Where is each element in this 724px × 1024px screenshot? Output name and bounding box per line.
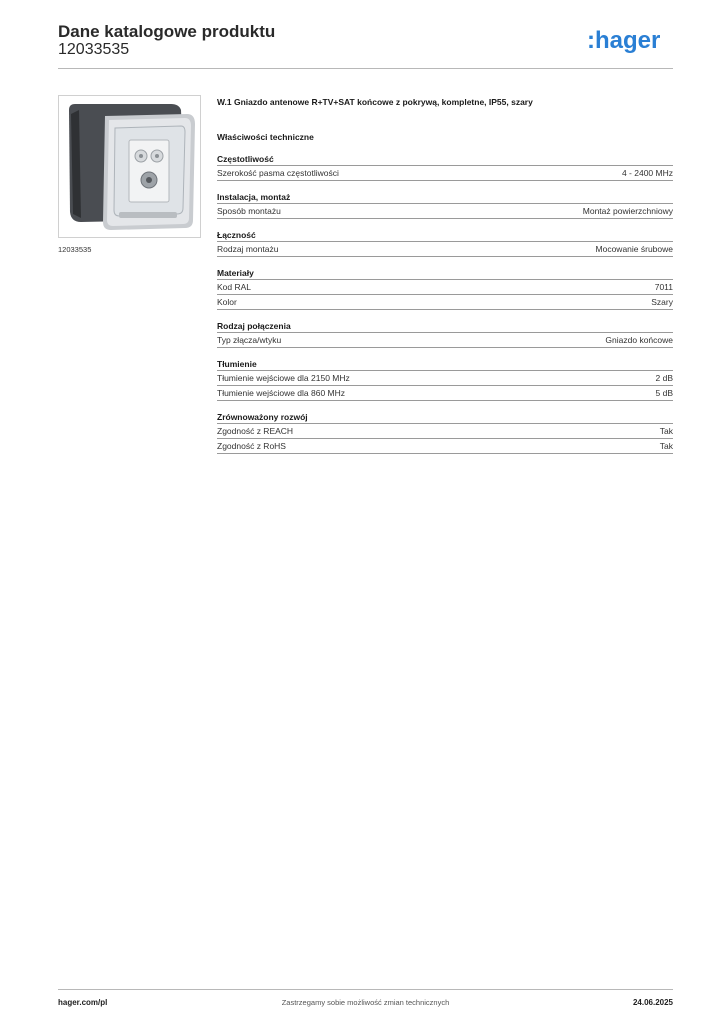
spec-group xyxy=(217,153,673,181)
spec-row xyxy=(217,439,673,454)
spec-value: Tak xyxy=(659,426,673,436)
spec-row xyxy=(217,242,673,257)
spec-group-title: Materiały xyxy=(217,267,673,280)
spec-group xyxy=(217,229,673,257)
spec-group-title: Rodzaj połączenia xyxy=(217,320,673,333)
spec-value: 5 dB xyxy=(655,388,673,398)
spec-row xyxy=(217,424,673,439)
spec-group xyxy=(217,320,673,348)
spec-row xyxy=(217,386,673,401)
spec-label: Tłumienie wejściowe dla 860 MHz xyxy=(217,388,346,398)
spec-value: Montaż powierzchniowy xyxy=(582,206,673,216)
product-image xyxy=(58,95,201,238)
spec-group-title: Częstotliwość xyxy=(217,153,673,166)
spec-group xyxy=(217,191,673,219)
socket-product-photo-icon xyxy=(59,96,200,237)
hager-logo-icon xyxy=(587,28,671,54)
spec-value: Szary xyxy=(651,297,673,307)
document-title: Dane katalogowe produktu xyxy=(58,22,276,41)
spec-value: 4 - 2400 MHz xyxy=(621,168,673,178)
footer-date: 24.06.2025 xyxy=(632,998,673,1007)
footer-website[interactable]: hager.com/pl xyxy=(58,998,108,1007)
spec-label: Kod RAL xyxy=(217,282,252,292)
spec-group xyxy=(217,267,673,310)
spec-label: Zgodność z REACH xyxy=(217,426,294,436)
spec-row xyxy=(217,204,673,219)
spec-label: Sposób montażu xyxy=(217,206,281,216)
spec-groups xyxy=(217,153,673,454)
spec-group xyxy=(217,358,673,401)
section-title: Właściwości techniczne xyxy=(217,132,314,142)
spec-label: Rodzaj montażu xyxy=(217,244,279,254)
spec-row xyxy=(217,333,673,348)
spec-value: 7011 xyxy=(654,282,673,292)
spec-group-title: Łączność xyxy=(217,229,673,242)
spec-value: Tak xyxy=(659,441,673,451)
spec-value: Gniazdo końcowe xyxy=(605,335,673,345)
spec-group xyxy=(217,411,673,454)
footer-disclaimer: Zastrzegamy sobie możliwość zmian technicznych xyxy=(281,998,450,1007)
spec-row xyxy=(217,371,673,386)
spec-label: Typ złącza/wtyku xyxy=(217,335,282,345)
spec-content xyxy=(217,96,673,454)
hager-logo xyxy=(587,28,671,59)
image-caption: 12033535 xyxy=(58,245,92,254)
spec-group-title: Zrównoważony rozwój xyxy=(217,411,673,424)
spec-group-title: Instalacja, montaż xyxy=(217,191,673,204)
spec-value: Mocowanie śrubowe xyxy=(595,244,673,254)
spec-row xyxy=(217,280,673,295)
spec-label: Tłumienie wejściowe dla 2150 MHz xyxy=(217,373,350,383)
page-header xyxy=(58,22,673,68)
header-divider xyxy=(58,68,673,69)
spec-row xyxy=(217,295,673,310)
footer-divider xyxy=(58,989,673,990)
spec-label: Zgodność z RoHS xyxy=(217,441,286,451)
document-number: 12033535 xyxy=(58,41,130,58)
spec-value: 2 dB xyxy=(655,373,673,383)
spec-label: Kolor xyxy=(217,297,237,307)
spec-row xyxy=(217,166,673,181)
spec-label: Szerokość pasma częstotliwości xyxy=(217,168,339,178)
spec-group-title: Tłumienie xyxy=(217,358,673,371)
svg-text::hager: :hager xyxy=(587,28,661,54)
product-title: W.1 Gniazdo antenowe R+TV+SAT końcowe z pokrywą, kompletne, IP55, szary xyxy=(217,97,533,107)
